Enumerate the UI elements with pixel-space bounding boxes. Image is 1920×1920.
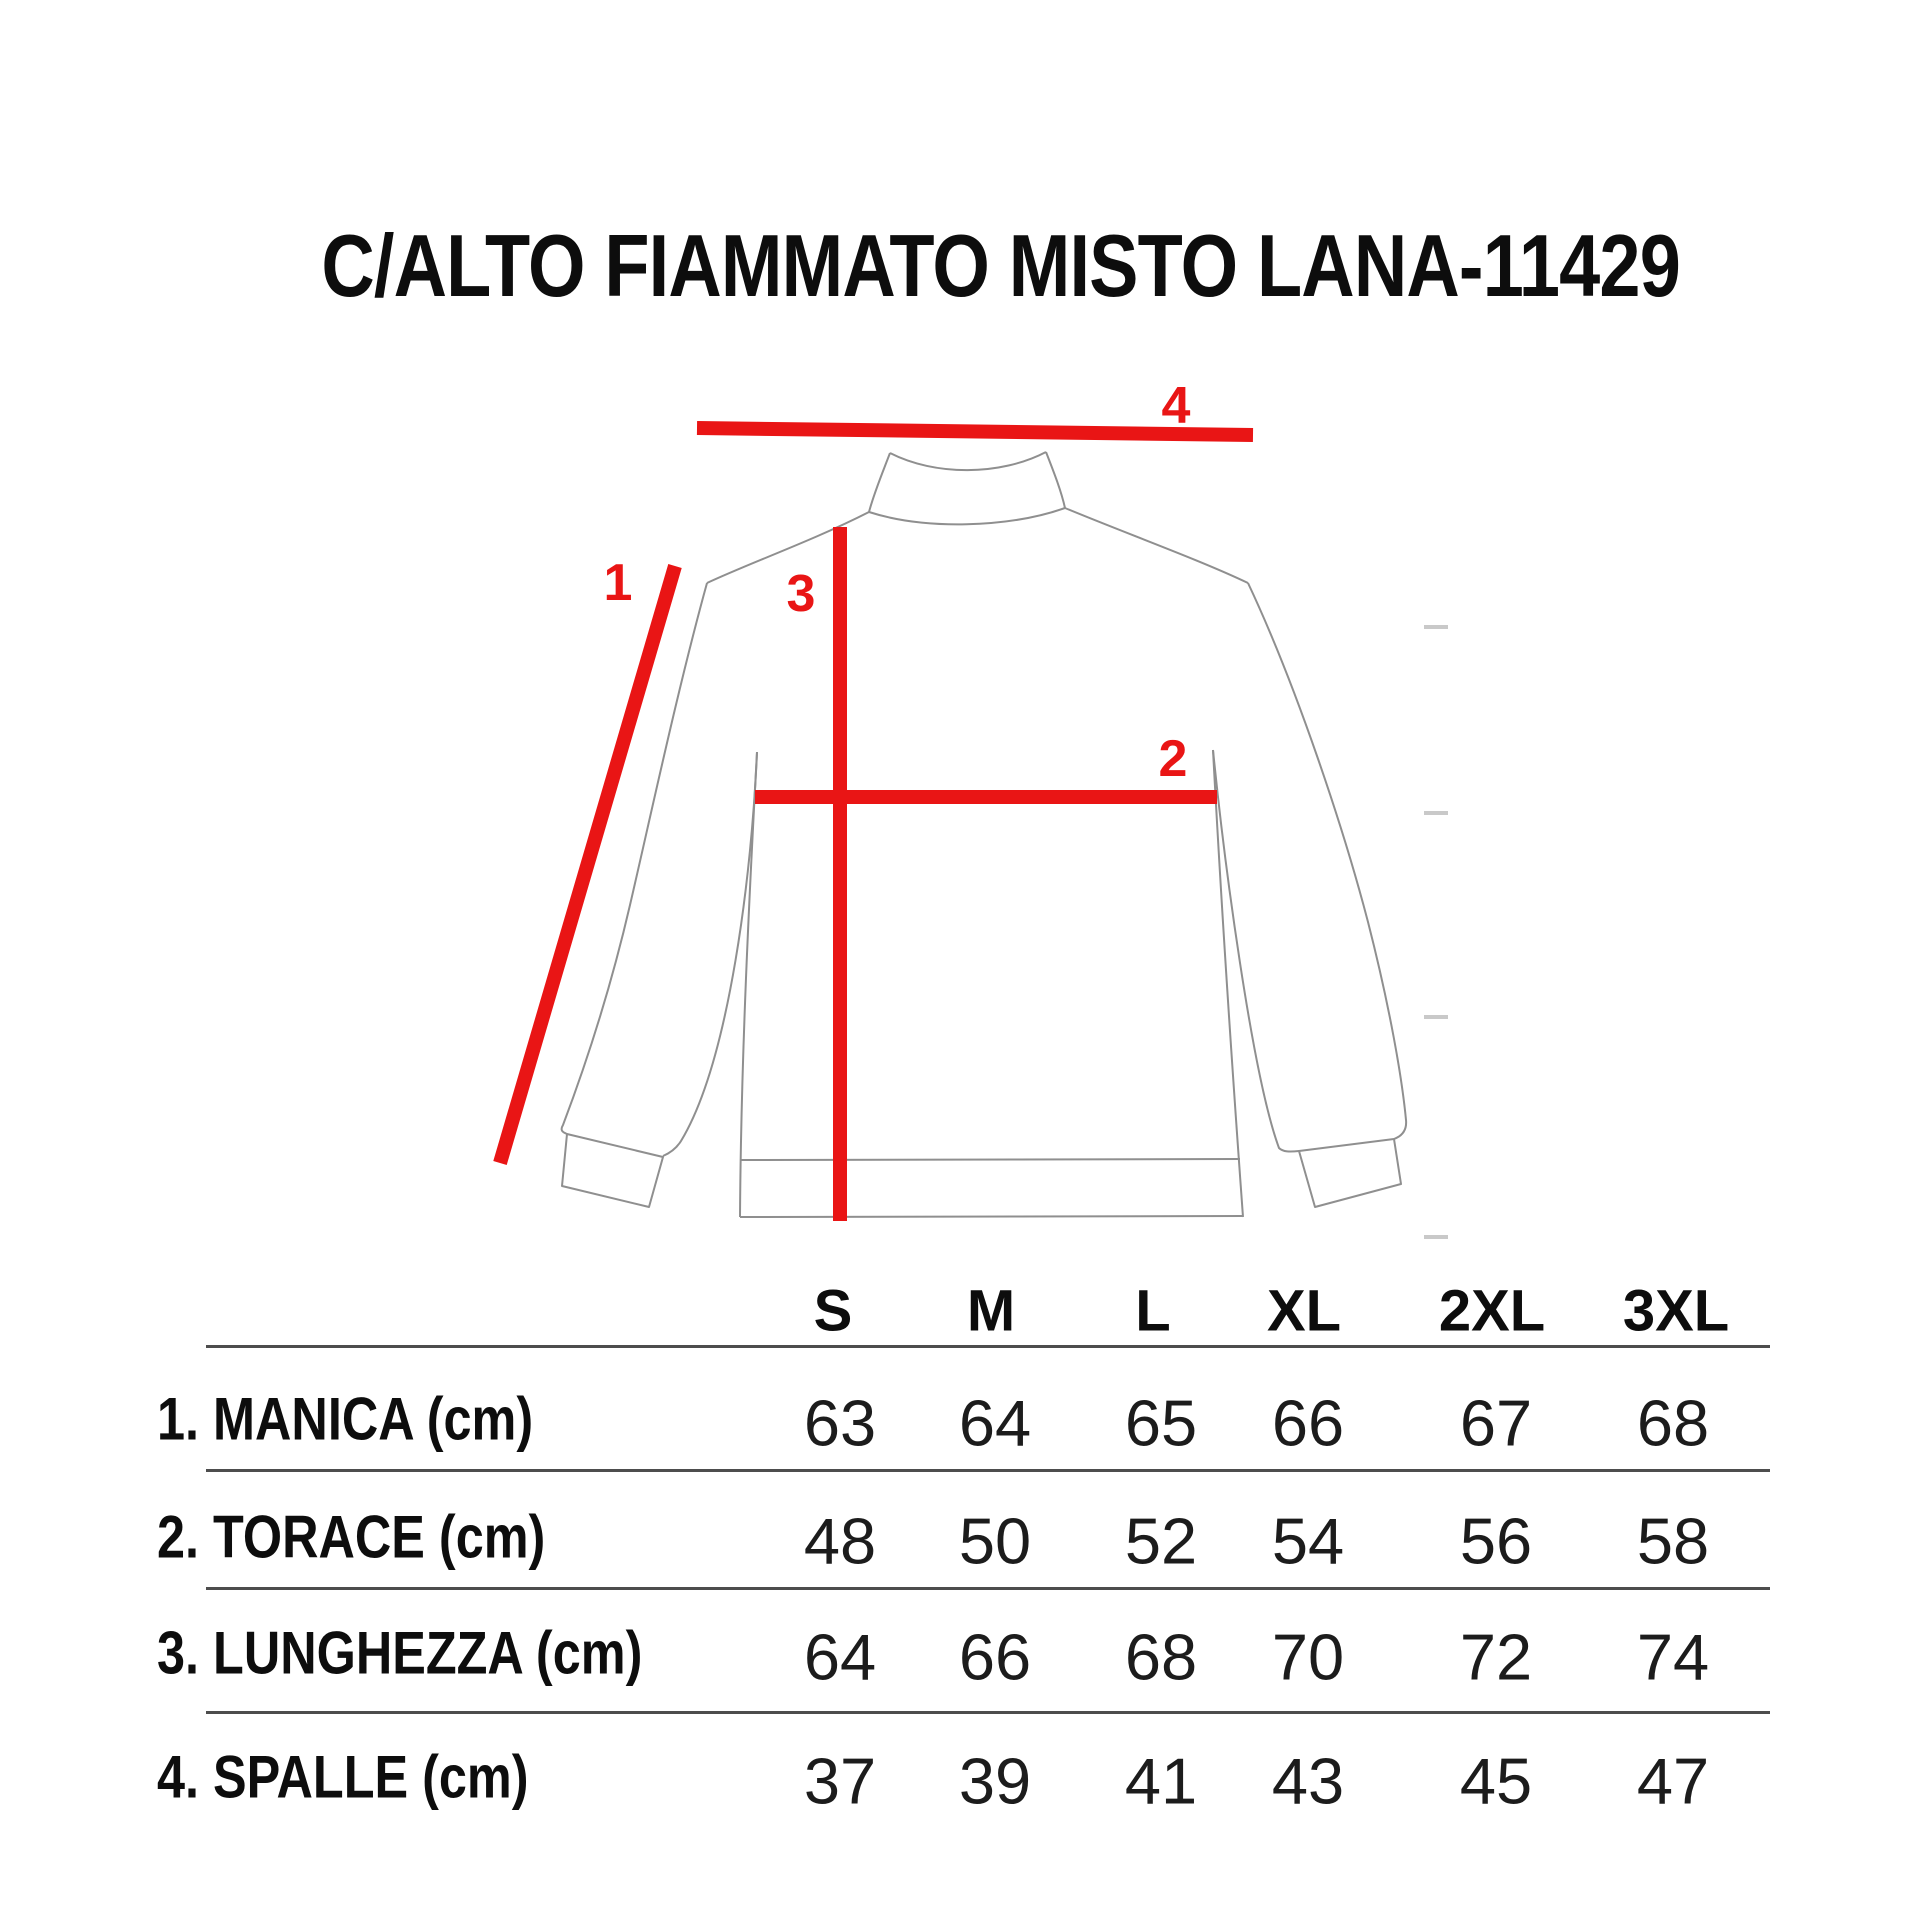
measurement-value: 52 [1124,1504,1198,1578]
size-column-header-l: L [1135,1278,1171,1344]
measurement-row-label: 3. LUNGHEZZA (cm) [157,1619,643,1687]
measurement-value: 47 [1636,1744,1710,1818]
measurement-value: 50 [958,1504,1032,1578]
measurement-row-label: 2. TORACE (cm) [157,1503,546,1571]
measure-label-4: 4 [1161,377,1191,435]
measurement-value: 54 [1271,1504,1345,1578]
measurement-value: 72 [1459,1620,1533,1694]
page-title-text: C/ALTO FIAMMATO MISTO LANA-11429 [321,216,1681,315]
size-column-header-xl: XL [1266,1278,1342,1344]
size-column-header-3xl: 3XL [1622,1278,1730,1344]
measurement-value: 65 [1124,1386,1198,1460]
measurement-value: 64 [958,1386,1032,1460]
measurement-value: 43 [1271,1744,1345,1818]
table-divider [206,1711,1770,1714]
size-column-header-2xl: 2XL [1438,1278,1546,1344]
measurement-value: 48 [803,1504,877,1578]
table-divider [206,1345,1770,1348]
measurement-value: 67 [1459,1386,1533,1460]
measurement-row-label: 4. SPALLE (cm) [157,1743,529,1811]
measurement-value: 68 [1124,1620,1198,1694]
measurement-value: 64 [803,1620,877,1694]
size-column-header-m: M [966,1278,1016,1344]
measure-label-3: 3 [786,565,816,623]
measurement-value: 37 [803,1744,877,1818]
measure-label-2: 2 [1158,730,1188,788]
measurement-value: 68 [1636,1386,1710,1460]
measurement-value: 74 [1636,1620,1710,1694]
measurement-value: 63 [803,1386,877,1460]
size-column-header-s: S [813,1278,853,1344]
table-divider [206,1469,1770,1472]
measurement-row-label: 1. MANICA (cm) [157,1385,534,1453]
measurement-value: 56 [1459,1504,1533,1578]
measurement-value: 66 [958,1620,1032,1694]
measurement-value: 45 [1459,1744,1533,1818]
measurement-value: 58 [1636,1504,1710,1578]
measurement-value: 39 [958,1744,1032,1818]
measurement-value: 70 [1271,1620,1345,1694]
measure-label-1: 1 [603,554,633,612]
measurement-value: 66 [1271,1386,1345,1460]
measurement-value: 41 [1124,1744,1198,1818]
table-divider [206,1587,1770,1590]
